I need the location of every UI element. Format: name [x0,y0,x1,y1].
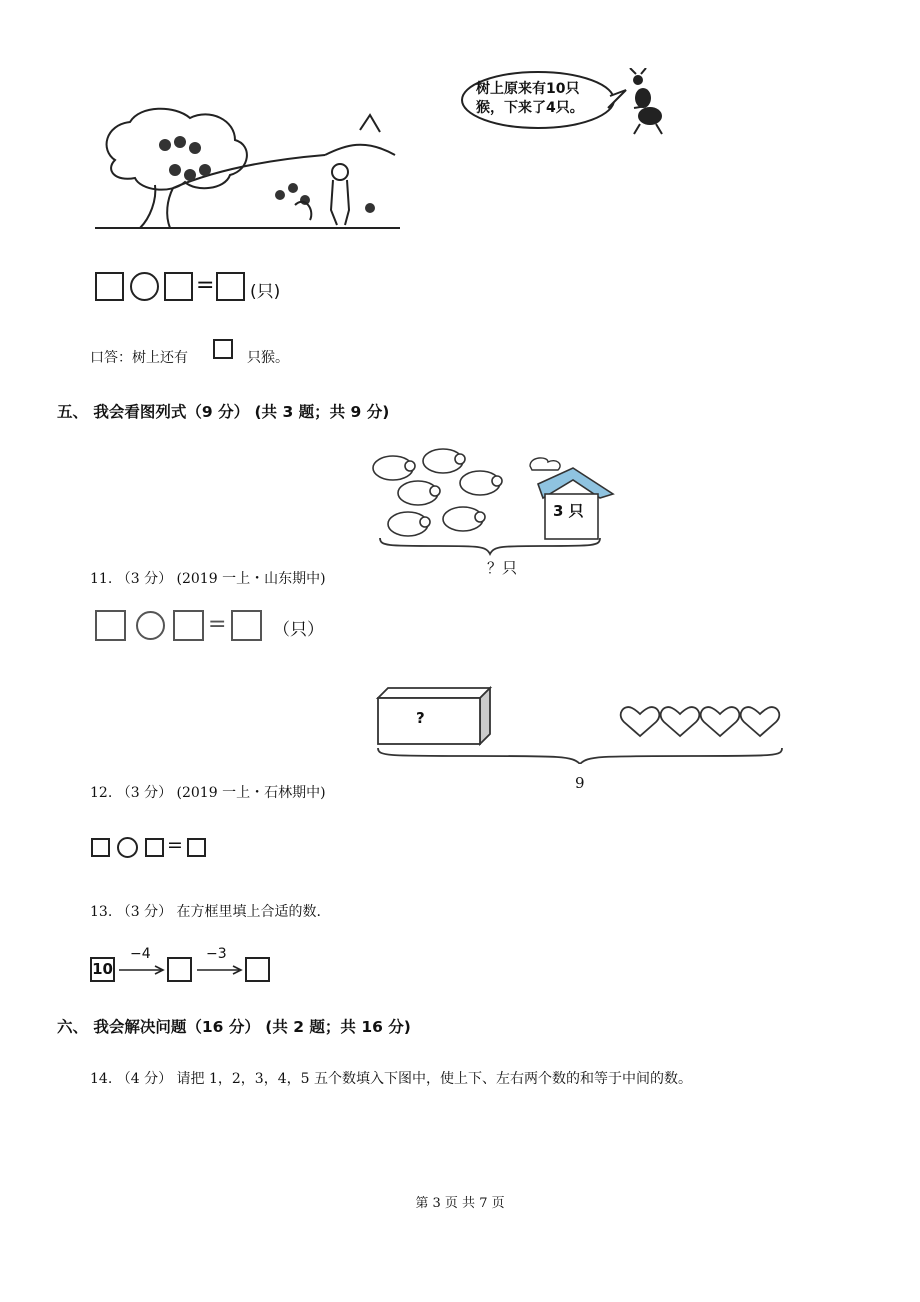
answer-box[interactable] [95,272,124,301]
question-12-meta: 12. （3 分） (2019 一上・石林期中) [90,785,326,801]
brace-label: ？只 [487,559,518,577]
step-label: −3 [206,946,227,962]
answer-box[interactable] [187,838,206,857]
equals-sign: = [167,834,183,856]
question-13-meta: 13. （3 分） 在方框里填上合适的数. [90,904,321,920]
unit-label: （只） [273,620,324,640]
question-14-meta: 14. （4 分） 请把 1，2，3，4，5 五个数填入下图中，使上下、左右两个数的和等于中间的数。 [90,1071,692,1087]
answer-box[interactable] [216,272,245,301]
speech-line-2: 猴，下来了4只。 [476,100,584,116]
box-label: ? [416,709,425,727]
box-hearts-illustration [372,682,792,764]
page-footer: 第 3 页 共 7 页 [415,1196,505,1211]
answer-box[interactable] [91,838,110,857]
answer-box[interactable] [231,610,262,641]
heart-icons [621,707,780,736]
equals-sign: = [196,273,215,298]
section-heading-6: 六、 我会解决问题（16 分） (共 2 题；共 16 分) [57,1018,411,1036]
answer-box[interactable] [167,957,192,982]
section-heading-5: 五、 我会看图列式（9 分） (共 3 题；共 9 分) [57,403,390,421]
brace-label: 9 [575,774,585,792]
tree-monkeys-illustration [95,100,405,235]
speech-line-1: 树上原来有10只 [476,81,580,97]
answer-box[interactable] [213,339,233,359]
ant-icon [630,68,662,134]
house-icon [530,458,613,539]
answer-box[interactable] [173,610,204,641]
unit-label: (只) [250,282,281,302]
box-icon [378,688,490,744]
operator-circle[interactable] [117,837,138,858]
answer-suffix: 只猴。 [247,350,289,366]
answer-box[interactable] [164,272,193,301]
operator-circle[interactable] [130,272,159,301]
house-label: 3 只 [553,502,584,520]
answer-box[interactable] [95,610,126,641]
answer-box[interactable] [145,838,164,857]
equals-sign: = [208,612,227,637]
answer-box[interactable] [245,957,270,982]
step-label: −4 [130,946,151,962]
start-number: 10 [90,957,115,982]
question-11-meta: 11. （3 分） (2019 一上・山东期中) [90,571,326,587]
speech-bubble-text [476,80,584,118]
operator-circle[interactable] [136,611,165,640]
sheep-icons [373,449,502,536]
answer-prefix: 口答：树上还有 [90,350,188,366]
